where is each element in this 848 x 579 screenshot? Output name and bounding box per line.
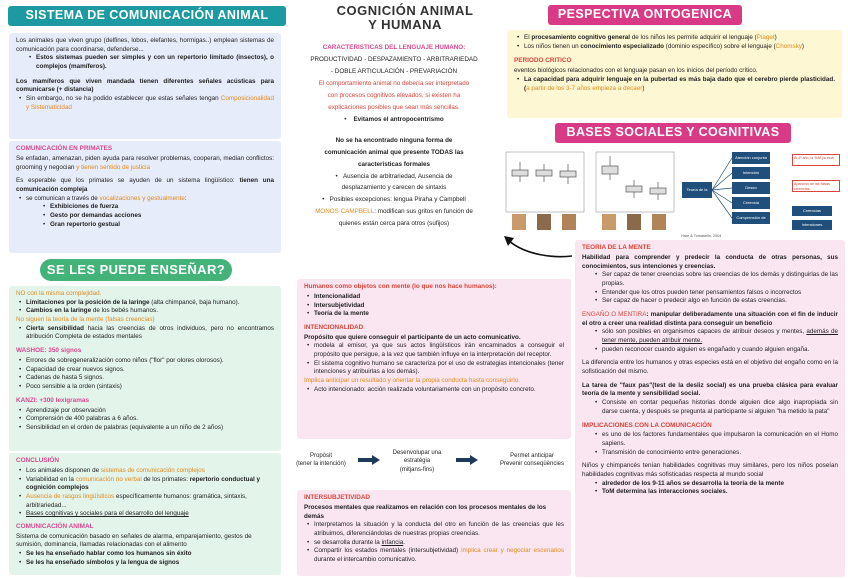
- engano-item: • pueden reconocer cuando alguien es engañado y cuando alguien engaña.: [602, 346, 838, 355]
- cognicion-red-line: con procesos cognitivos elevados, si existen ha: [327, 91, 461, 99]
- title-cognicion-line1: COGNICIÓN ANIMAL: [336, 3, 474, 18]
- washoe-item: • Cadenas de hasta 5 signos.: [26, 374, 274, 383]
- comunicacion-animal-item: • Se les ha enseñado hablar como los humanos sin éxito: [26, 550, 274, 559]
- tom-item: • Entender que los otros pueden tener pensamientos falsos o incorrectos: [602, 289, 838, 298]
- tom-label: Creencias: [792, 206, 832, 216]
- title-cognicion-line2: Y HUMANA: [368, 17, 442, 32]
- tom-red-note: Al 4º año, la ToM ya está: [792, 154, 840, 166]
- intersub-item: • Interpretamos la situación y la conducta del otro en función de las creencias que les atribuimos, diferenciándolas de nuestras propias creencias.: [314, 521, 564, 538]
- ausencia-line-2: desplazamiento y carecen de sintaxis: [341, 184, 447, 192]
- tom-item: • Ser capaz de hacer o predecir algo en función de estas creencias.: [602, 297, 838, 306]
- tom-connector-lines: [712, 150, 734, 230]
- monos-campbell-line: MONOS CAMPBELL: modifican sus gritos en función de: [315, 208, 473, 216]
- figure-caption: Hare & Tomasello, 2004: [681, 234, 722, 238]
- washoe-item: • Errores de sobregeneralización como niños ("flor" por olores olorosos).: [26, 357, 274, 366]
- flow-step-1: Propósit (tener la intención): [296, 453, 346, 468]
- ensenar-bullet-1: • Limitaciones por la posición de la laringe (alta chimpancé, baja humano).: [26, 299, 274, 308]
- washoe-heading: WASHOE: 350 signos: [16, 347, 82, 355]
- conclusion-item-4: • Bases cognitivas y sociales para el desarrollo del lenguaje: [26, 510, 274, 519]
- flow-step-3: Permet anticipar Prevenir conseqüències: [499, 453, 565, 468]
- washoe-item: • Capacidad de crear nuevos signos.: [26, 366, 274, 375]
- intersub-item: • Compartir los estados mentales (intersubjetividad) implica crear y negociar escenarios durante el intercambio comunicativo.: [314, 547, 564, 564]
- title-ontogenica: PESPECTIVA ONTOGENICA: [548, 5, 742, 25]
- intersub-heading: INTERSUBJETIVIDAD: [304, 494, 371, 501]
- tom-node: Creencia: [732, 197, 770, 209]
- primates-sub-3: • Gran repertorio gestual: [50, 221, 274, 230]
- implicaciones-item: • es uno de los factores fundamentales que impulsaron la comunicación en el Homo sapiens.: [602, 431, 838, 448]
- conclusion-item-2: • Variabilidad en la comunicación no verbal de los primates: repertorio conductual y cognición complejos: [26, 476, 274, 493]
- intencionalidad-item: • Acto intencionado: acción realizada voluntariamente con un propósito concreto.: [314, 386, 564, 395]
- tom-node: Atención conjunta: [732, 152, 770, 164]
- tom-red-note: Aparición de las falsas creencias: [792, 180, 840, 192]
- primates-paragraph-2: Es esperable que los primates se ayuden de un sistema lingüístico: tienen una comunicación compleja: [16, 177, 275, 193]
- primates-box: [9, 141, 281, 253]
- kanzi-heading: KANZI: +300 lexigramas: [16, 396, 89, 404]
- sistema-box: [9, 33, 281, 139]
- humanos-heading: Humanos como objetos con mente (lo que nos hace humanos):: [304, 283, 497, 290]
- ensenar-line-1: NO con la misma complejidad.: [16, 290, 102, 297]
- comunicacion-animal-paragraph: Sistema de comunicación basado en señales de alarma, emparejamiento, gestos de sumisión, dominancia, llamadas relacionadas con el alimento: [16, 532, 252, 549]
- boxplot-graphic: [500, 150, 678, 238]
- ensenar-line-2: No siguen la teoría de la mente (falsas creencias): [16, 316, 155, 324]
- sistema-paragraph: Los animales que viven grupo (delfines, lobos, elefantes, hormigas..) emplean sistemas de comunicación para coordinarse, defenderse...: [16, 37, 274, 53]
- humanos-item: • Teoría de la mente: [314, 310, 564, 319]
- engano-item: • sólo son posibles en organismos capaces de atribuir deseos y mentes, además de tener mente, pueden atribuir mente.: [602, 328, 838, 345]
- conclusion-heading: CONCLUSIÓN: [16, 457, 59, 464]
- periodo-critico-item: • La capacidad para adquirir lenguaje en la pubertad es más baja dado que el cerebro pierde plasticidad. (a partir de los 3-7 años empieza a decaer): [524, 76, 835, 93]
- tom-node: Comprensión de estados: [732, 212, 770, 224]
- caracteristicas-heading: CARACTERISTICAS DEL LENGUAJE HUMANO:: [322, 44, 466, 51]
- primates-paragraph-1: Se enfadan, amenazan, piden ayuda para resolver problemas, cooperan, median conflictos: grooming y negocian y tienen sentido de justicia: [16, 154, 274, 171]
- final-paragraph: Niños y chimpancés tenían habilidades cognitivas muy similares, pero los niños poseían habilidades cognitivas más sofisticadas respecta al mundo social: [582, 462, 838, 479]
- cognicion-no-line: comunicación animal que presente TODAS las: [324, 148, 464, 156]
- caracteristicas-line-1: PRODUCTIVIDAD - DESPAZAMIENTO - ARBITRARIEDAD: [310, 55, 478, 63]
- title-sistema: SISTEMA DE COMUNICACIÓN ANIMAL: [8, 6, 286, 26]
- intersub-box: [297, 490, 571, 576]
- cognicion-red-line: explicaciones posibles que sean más sencillas.: [328, 103, 460, 111]
- tom-diagram: [680, 150, 842, 236]
- implicaciones-heading: IMPLICACIONES CON LA COMUNICACIÓN: [582, 421, 712, 429]
- humanos-item: • Intersubjetividad: [314, 302, 564, 311]
- ontogenica-item-2: • Los niños tienen un conocimiento especializado (dominio específico) sobre el lenguaje (Chomsky): [524, 43, 835, 52]
- sistema-bullet-1: • Estos sistemas pueden ser simples y con un repertorio limitado (insectos), o complejos (mamíferos).: [36, 54, 274, 71]
- kanzi-item: • Comprensión de 400 palabras a 6 años.: [26, 415, 274, 424]
- periodo-critico-heading: PERIODO CRITICO: [514, 57, 572, 65]
- faux-pas-item: • Consiste en contar pequeñas historias donde alguien dice algo inapropiada sin darse cuenta, y después se pregunta al participante si alguien "ha metido la pata": [602, 399, 838, 416]
- flow-step-2: Desenvolupar una estratègia (mitjans-fins): [392, 450, 442, 473]
- implicaciones-item: • Transmisión de conocimiento entre generaciones.: [602, 449, 838, 458]
- antropocentrismo: • Evitamos el antropocentrismo: [344, 115, 444, 123]
- sistema-bullet-2: • Sin embargo, no se ha podido establecer que estas señales tengan Composicionalidad y Sistematicidad: [26, 95, 274, 112]
- title-cognicion: [300, 4, 510, 32]
- intencionalidad-orange: Implica anticipar un resultado y orientar la propia conducta hasta conseguirlo.: [304, 377, 520, 385]
- caracteristicas-line-2: - DOBLE ARTICULACIÓN - PREVARIACIÓN: [330, 67, 458, 75]
- ensenar-bullet-3: • Cierta sensibilidad hacia las creencias de otros individuos, pero no encontramos atribución Completa de estados mentales: [26, 325, 274, 342]
- conclusion-item-3: • Ausencia de rasgos lingüísticos específicamente humanos: gramática, sintaxis, arbitrariedad...: [26, 493, 274, 510]
- cognicion-no-line: No se ha encontrado ninguna forma de: [335, 136, 453, 144]
- primates-sub-2: • Gesto por demandas acciones: [50, 212, 274, 221]
- tom-node: Intención: [732, 167, 770, 179]
- title-bases: BASES SOCIALES Y COGNITIVAS: [555, 123, 791, 143]
- intersub-item: • se desarrolla durante la infancia.: [314, 539, 564, 548]
- engano-def: ENGAÑO O MENTIRA: manipular deliberadamente una situación con el fin de inducir el otro a creer una realidad distinta para conseguir un beneficio: [582, 310, 838, 327]
- kanzi-item: • Sensibilidad en el orden de palabras (equivalente a un niño de 2 años): [26, 424, 274, 433]
- excepciones-line: • Posibles excepciones: lengua Piraha y Campbell: [322, 196, 466, 204]
- intersub-def: Procesos mentales que realizamos en relación con los procesos mentales de los demás: [304, 503, 547, 520]
- tom-def: Habilidad para comprender y predecir la conducta de otras personas, sus conocimientos, sus intenciones y creencias.: [582, 253, 838, 270]
- arrow-right-icon: [456, 455, 478, 465]
- comunicacion-animal-heading: COMUNICACIÓN ANIMAL: [16, 522, 94, 530]
- intencionalidad-item: • modela al emisor, ya que sus actos lingüísticos irán encaminados a conseguir el propósito que persigue, a la vez que también influye en la interpretación del receptor.: [314, 342, 564, 359]
- kanzi-item: • Aprendizaje por observación: [26, 407, 274, 416]
- periodo-critico-paragraph: eventos biológicos relacionados con el lenguaje pasan en los inicios del período crítico.: [514, 67, 758, 75]
- final-item: • ToM determina las interacciones sociales.: [602, 488, 838, 497]
- primates-heading: COMUNICACIÓN EN PRIMATES: [16, 145, 113, 152]
- primates-sub-1: • Exhibiciones de fuerza: [50, 203, 274, 212]
- ontogenica-box: [507, 30, 842, 118]
- humanos-box: [297, 279, 571, 439]
- washoe-item: • Poco sensible a la orden (sintaxis): [26, 383, 274, 392]
- arrow-right-icon: [358, 455, 380, 465]
- ensenar-bullet-2: • Cambios en la laringe de los bebés humanos.: [26, 307, 274, 316]
- cognicion-column: [290, 42, 498, 230]
- tom-item: • Ser capaz de tener creencias sobre las creencias de los demás y distinguirlas de las propias.: [602, 271, 838, 288]
- intencionalidad-def: Propósito que quiere conseguir el participante de un acto comunicativo.: [304, 333, 521, 341]
- faux-pas-paragraph: La tarea de "faux pas"(test de la desliz social) es una prueba clásica para evaluar teoría de la mente y sensibilidad social.: [582, 381, 838, 398]
- comunicacion-animal-item: • Se les ha enseñado símbolos y la lengua de signos: [26, 559, 274, 568]
- tom-label: Intenciones: [792, 220, 832, 230]
- humanos-item: • Intencionalidad: [314, 293, 564, 302]
- intencionalidad-heading: INTENCIONALIDAD: [304, 323, 364, 331]
- sistema-paragraph-2: Los mamíferos que viven mandada tienen diferentes señales acústicas para comunicarse (+ distancia): [16, 77, 274, 94]
- ausencia-line: • Ausencia de arbitrariedad, Ausencia de: [335, 172, 453, 180]
- tom-box: [575, 240, 845, 577]
- conclusion-item-1: • Los animales disponen de sistemas de comunicación complejos: [26, 467, 274, 476]
- tom-node: Deseo: [732, 182, 770, 194]
- title-ensenar: SE LES PUEDE ENSEÑAR?: [40, 259, 232, 281]
- boxplot-figure: [500, 150, 678, 238]
- intencionalidad-item: • El sistema cognitivo humano se caracteriza por el uso de estrategias intencionales (tener intenciones y atribuirlas a los demás).: [314, 360, 564, 377]
- tom-node-main: Teoría de la Mente: [682, 182, 712, 198]
- cognicion-no-line: caracteristicas formales: [357, 160, 431, 168]
- cognicion-red-line: El comportamiento animal no debería ser interpretado: [318, 79, 470, 87]
- primates-bullet: • se comunican a través de vocalizaciones y gestualmente:: [26, 195, 274, 204]
- ensenar-box: [9, 286, 281, 451]
- tom-heading: TEORIA DE LA MENTE: [582, 244, 651, 251]
- ontogenica-item-1: • El procesamiento cognitivo general de los niños les permite adquirir el lenguaje (Piaget): [524, 34, 835, 43]
- diferencia-paragraph: La diferencia entre los humanos y otras especies está en el objetivo del engaño como en la sofisticación del mismo.: [582, 359, 838, 376]
- conclusion-box: [9, 453, 281, 575]
- monos-campbell-line-2: quienes están cerca para otros (sufijos): [338, 220, 450, 228]
- final-item: • alrededor de los 9-11 años se desarrolla la teoría de la mente: [602, 480, 838, 489]
